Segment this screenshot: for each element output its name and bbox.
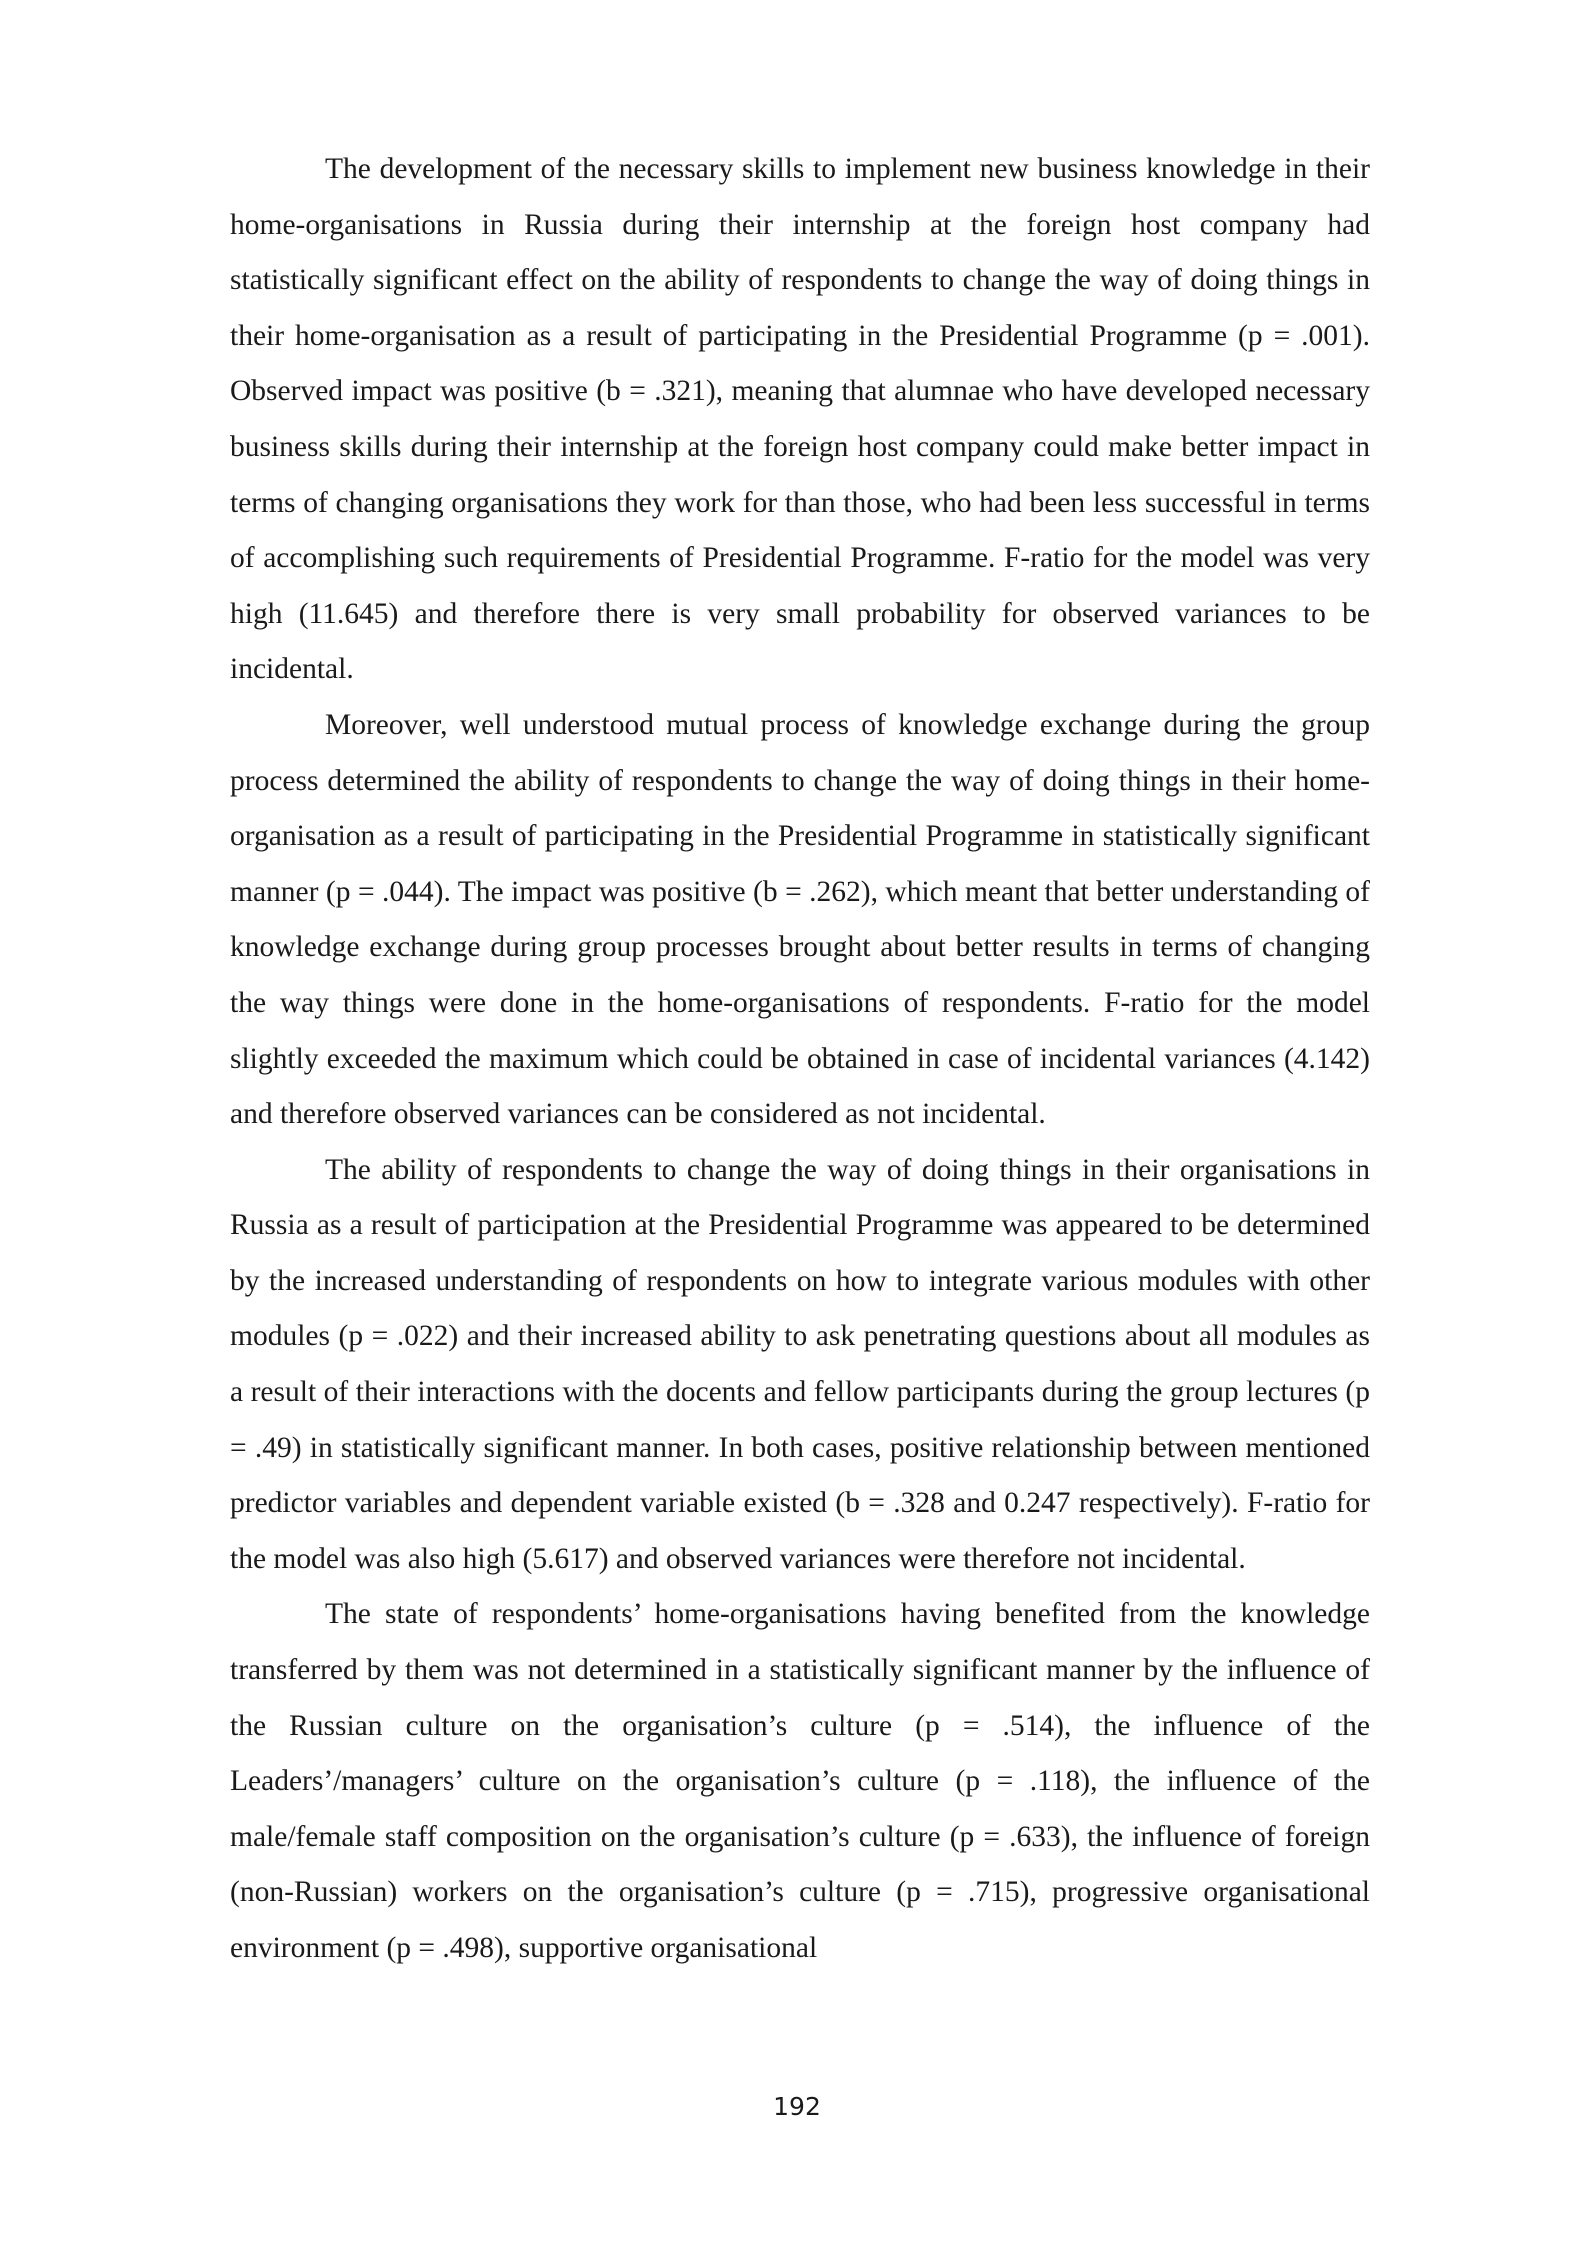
paragraph-4: The state of respondents’ home-organisations having benefited from the knowledge transferred by them was not determined in a statistically significant manner by the influence of the Russian culture on the organisation’s culture (p = .514), the influence of the Leaders’/managers’ culture on the organisation’s culture (p = .118), the influence of the male/female staff composition on the organisation’s culture (p = .633), the influence of foreign (non-Russian) workers on the organisation’s culture (p = .715), progressive organisational environment (p = .498), supportive organisational <box>230 1598 1370 1964</box>
paragraph-3: The ability of respondents to change the way of doing things in their organisations in Russia as a result of participation at the Presidential Programme was appeared to be determined by the increased understanding of respondents on how to integrate various modules with other modules (p = .022) and their increased ability to ask penetrating questions about all modules as a result of their interactions with the docents and fellow participants during the group lectures (p = .49) in statistically significant manner. In both cases, positive relationship between mentioned predictor variables and dependent variable existed (b = .328 and 0.247 respectively). F-ratio for the model was also high (5.617) and observed variances were therefore not incidental. <box>230 1153 1370 1575</box>
paragraph-1: The development of the necessary skills to implement new business knowledge in their home-organisations in Russia during their internship at the foreign host company had statistically significant effect on the ability of respondents to change the way of doing things in their home-organisation as a result of participating in the Presidential Programme (p = .001). Observed impact was positive (b = .321), meaning that alumnae who have developed necessary business skills during their internship at the foreign host company could make better impact in terms of changing organisations they work for than those, who had been less successful in terms of accomplishing such requirements of Presidential Programme. F-ratio for the model was very high (11.645) and therefore there is very small probability for observed variances to be incidental. <box>230 153 1370 686</box>
page-number: 192 <box>773 2092 821 2121</box>
body-text <box>230 142 1370 1977</box>
paragraph-2: Moreover, well understood mutual process of knowledge exchange during the group process determined the ability of respondents to change the way of doing things in their home-organisation as a result of participating in the Presidential Programme in statistically significant manner (p = .044). The impact was positive (b = .262), which meant that better understanding of knowledge exchange during group processes brought about better results in terms of changing the way things were done in the home-organisations of respondents. F-ratio for the model slightly exceeded the maximum which could be obtained in case of incidental variances (4.142) and therefore observed variances can be considered as not incidental. <box>230 708 1370 1131</box>
